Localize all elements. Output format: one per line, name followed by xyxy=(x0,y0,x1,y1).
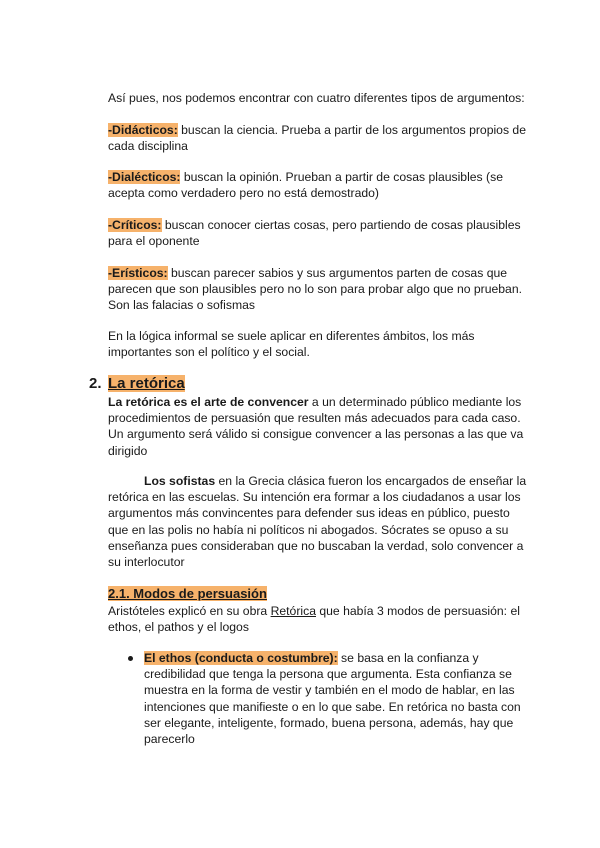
intro-text-rest: que había 3 modos de persuasión: el ethos, el pathos y el logos xyxy=(108,604,520,635)
subsection-title: 2.1. Modos de persuasión xyxy=(108,586,267,601)
argument-criticos xyxy=(108,217,530,249)
argument-term: -Críticos: xyxy=(108,218,162,232)
argument-text: buscan la ciencia. Prueba a partir de los argumentos propios de cada disciplina xyxy=(108,123,526,154)
argument-term: -Dialécticos: xyxy=(108,170,181,184)
bullet-icon xyxy=(128,656,133,661)
sofistas-bold: Los sofistas xyxy=(144,474,216,488)
sofistas-text: en la Grecia clásica fueron los encargados de enseñar la retórica en las escuelas. Su intención era formar a los ciudadanos a usar los argumentos más convincentes para defender sus ideas en público, puesto que en las polis no había ni políticos ni abogados. Sócrates se opuso a su enseñanza pues consideraban que no buscaban la verdad, solo convencer a su interlocutor xyxy=(108,474,527,570)
ethos-text: se basa en la confianza y credibilidad que tenga la persona que argumenta. Esta confianza se muestra en la forma de vestir y también en el modo de hablar, en las intenciones que manifieste o en lo que sabe. En retórica no basta con ser elegante, inteligente, formado, buena persona, además, hay que parecerlo xyxy=(144,651,521,747)
modos-intro xyxy=(108,603,530,635)
argument-term: -Erísticos: xyxy=(108,266,168,280)
ethos-term: El ethos (conducta o costumbre): xyxy=(144,651,338,665)
logica-informal-paragraph: En la lógica informal se suele aplicar en diferentes ámbitos, los más importantes son el político y el social. xyxy=(108,329,475,360)
argument-dialecticos xyxy=(108,169,530,201)
section-2-1-heading xyxy=(108,586,267,602)
section-number: 2. xyxy=(89,375,102,392)
argument-text: buscan conocer ciertas cosas, pero partiendo de cosas plausibles para el oponente xyxy=(108,218,521,249)
definition-bold: La retórica es el arte de convencer xyxy=(108,395,309,409)
section-title: La retórica xyxy=(108,375,185,392)
argument-didacticos xyxy=(108,122,530,154)
argument-eristicos xyxy=(108,265,530,314)
intro-text: Aristóteles explicó en su obra xyxy=(108,604,271,618)
section-2-heading xyxy=(89,375,185,393)
retorica-definition xyxy=(108,394,530,459)
argument-term: -Didácticos: xyxy=(108,123,178,137)
work-title: Retórica xyxy=(270,604,316,618)
ethos-item xyxy=(144,650,532,747)
intro-paragraph: Así pues, nos podemos encontrar con cuatro diferentes tipos de argumentos: xyxy=(108,91,525,105)
argument-text: buscan la opinión. Prueban a partir de cosas plausibles (se acepta como verdadero pero no está demostrado) xyxy=(108,170,503,201)
sofistas-paragraph xyxy=(108,473,530,570)
definition-text: a un determinado público mediante los procedimientos de persuasión que resulten más adecuados para cada caso. Un argumento será válido si consigue convencer a las personas a las que va dirigido xyxy=(108,395,524,458)
argument-text: buscan parecer sabios y sus argumentos parten de cosas que parecen que son plausibles pero no lo son para probar algo que no prueban. Son las falacias o sofismas xyxy=(108,266,523,313)
